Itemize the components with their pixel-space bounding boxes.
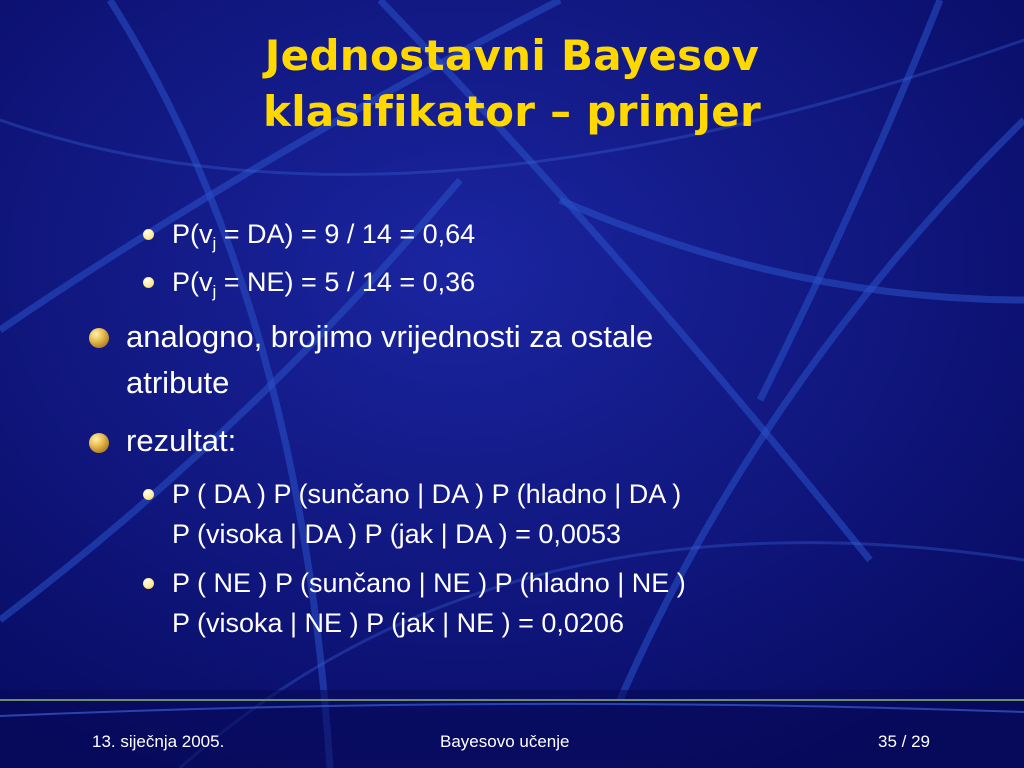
bullet-ball-icon [89,433,109,453]
slide-title [0,28,1024,140]
bullet-dot-icon [143,229,154,240]
result-label: rezultat: [126,423,237,458]
result-da-line-1: P ( DA ) P (sunčano | DA ) P (hladno | DA ) [172,479,682,509]
title-line-1: Jednostavni Bayesov [264,31,760,80]
result-da-line-2: P (visoka | DA ) P (jak | DA ) = 0,0053 [172,519,621,549]
bullet-ball-icon [89,328,109,348]
footer-page-number: 35 / 29 [878,732,930,751]
prior-da-line: $P(v_j = DA) = 9 / 14 = 0,64$ [172,219,476,253]
bullet-dot-icon [143,277,154,288]
bullet-dot-icon [143,489,154,500]
analog-line-1: analogno, brojimo vrijednosti za ostale [126,319,654,354]
footer-topic: Bayesovo učenje [440,732,570,751]
bullet-dot-icon [143,578,154,589]
prior-ne-line: $P(v_j = NE) = 5 / 14 = 0,36$ [172,267,476,301]
title-line-2: klasifikator – primjer [262,87,762,136]
result-ne-line-1: P ( NE ) P (sunčano | NE ) P (hladno | NE ) [172,568,686,598]
analog-line-2: atribute [126,365,230,400]
result-ne-line-2: P (visoka | NE ) P (jak | NE ) = 0,0206 [172,608,624,638]
footer-date: 13. siječnja 2005. [92,732,225,751]
